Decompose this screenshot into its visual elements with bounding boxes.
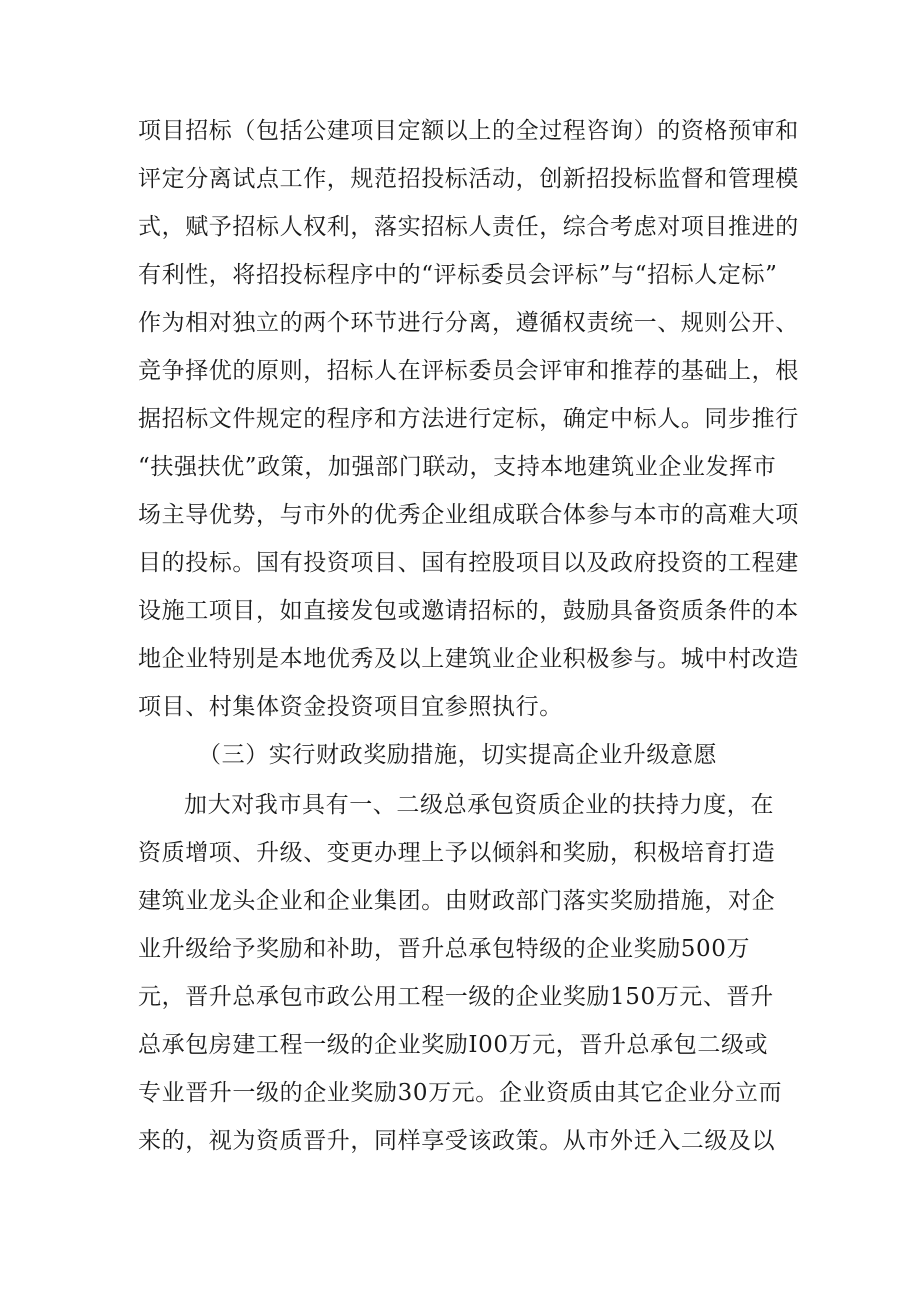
paragraph-line: 专业晋升一级的企业奖励30万元。企业资质由其它企业分立而 <box>138 1080 783 1106</box>
paragraph-line: 竞争择优的原则，招标人在评标委员会评审和推荐的基础上，根 <box>138 358 799 384</box>
paragraph-line: 项目招标（包括公建项目定额以上的全过程咨询）的资格预审和 <box>138 118 799 144</box>
paragraph-line: 业升级给予奖励和补助，晋升总承包特级的企业奖励500万 <box>138 936 751 962</box>
paragraph-line: 地企业特别是本地优秀及以上建筑业企业积极参与。城中村改造 <box>138 646 799 672</box>
paragraph-line: 元，晋升总承包市政公用工程一级的企业奖励150万元、晋升 <box>138 984 774 1010</box>
paragraph-line: “扶强扶优”政策，加强部门联动，支持本地建筑业企业发挥市 <box>138 454 777 480</box>
paragraph-line: 加大对我市具有一、二级总承包资质企业的扶持力度，在 <box>184 792 774 818</box>
section-heading: （三）实行财政奖励措施，切实提高企业升级意愿 <box>198 742 718 768</box>
paragraph-line: 项目、村集体资金投资项目宜参照执行。 <box>138 694 563 720</box>
paragraph-line: 有利性，将招投标程序中的“评标委员会评标”与“招标人定标” <box>138 262 778 288</box>
paragraph-line: 总承包房建工程一级的企业奖励I00万元，晋升总承包二级或 <box>138 1032 769 1058</box>
paragraph-line: 目的投标。国有投资项目、国有控股项目以及政府投资的工程建 <box>138 550 799 576</box>
paragraph-line: 场主导优势，与市外的优秀企业组成联合体参与本市的高难大项 <box>138 502 799 528</box>
paragraph-line: 来的，视为资质晋升，同样享受该政策。从市外迁入二级及以 <box>138 1128 776 1154</box>
paragraph-line: 作为相对独立的两个环节进行分离，遵循权责统一、规则公开、 <box>138 310 799 336</box>
paragraph-line: 设施工项目，如直接发包或邀请招标的，鼓励具备资质条件的本 <box>138 598 799 624</box>
paragraph-line: 据招标文件规定的程序和方法进行定标，确定中标人。同步推行 <box>138 406 799 432</box>
paragraph-line: 式，赋予招标人权利，落实招标人责任，综合考虑对项目推进的 <box>138 214 799 240</box>
paragraph-line: 评定分离试点工作，规范招投标活动，创新招投标监督和管理模 <box>138 166 799 192</box>
paragraph-line: 资质增项、升级、变更办理上予以倾斜和奖励，积极培育打造 <box>138 840 776 866</box>
paragraph-line: 建筑业龙头企业和企业集团。由财政部门落实奖励措施，对企 <box>138 888 776 914</box>
